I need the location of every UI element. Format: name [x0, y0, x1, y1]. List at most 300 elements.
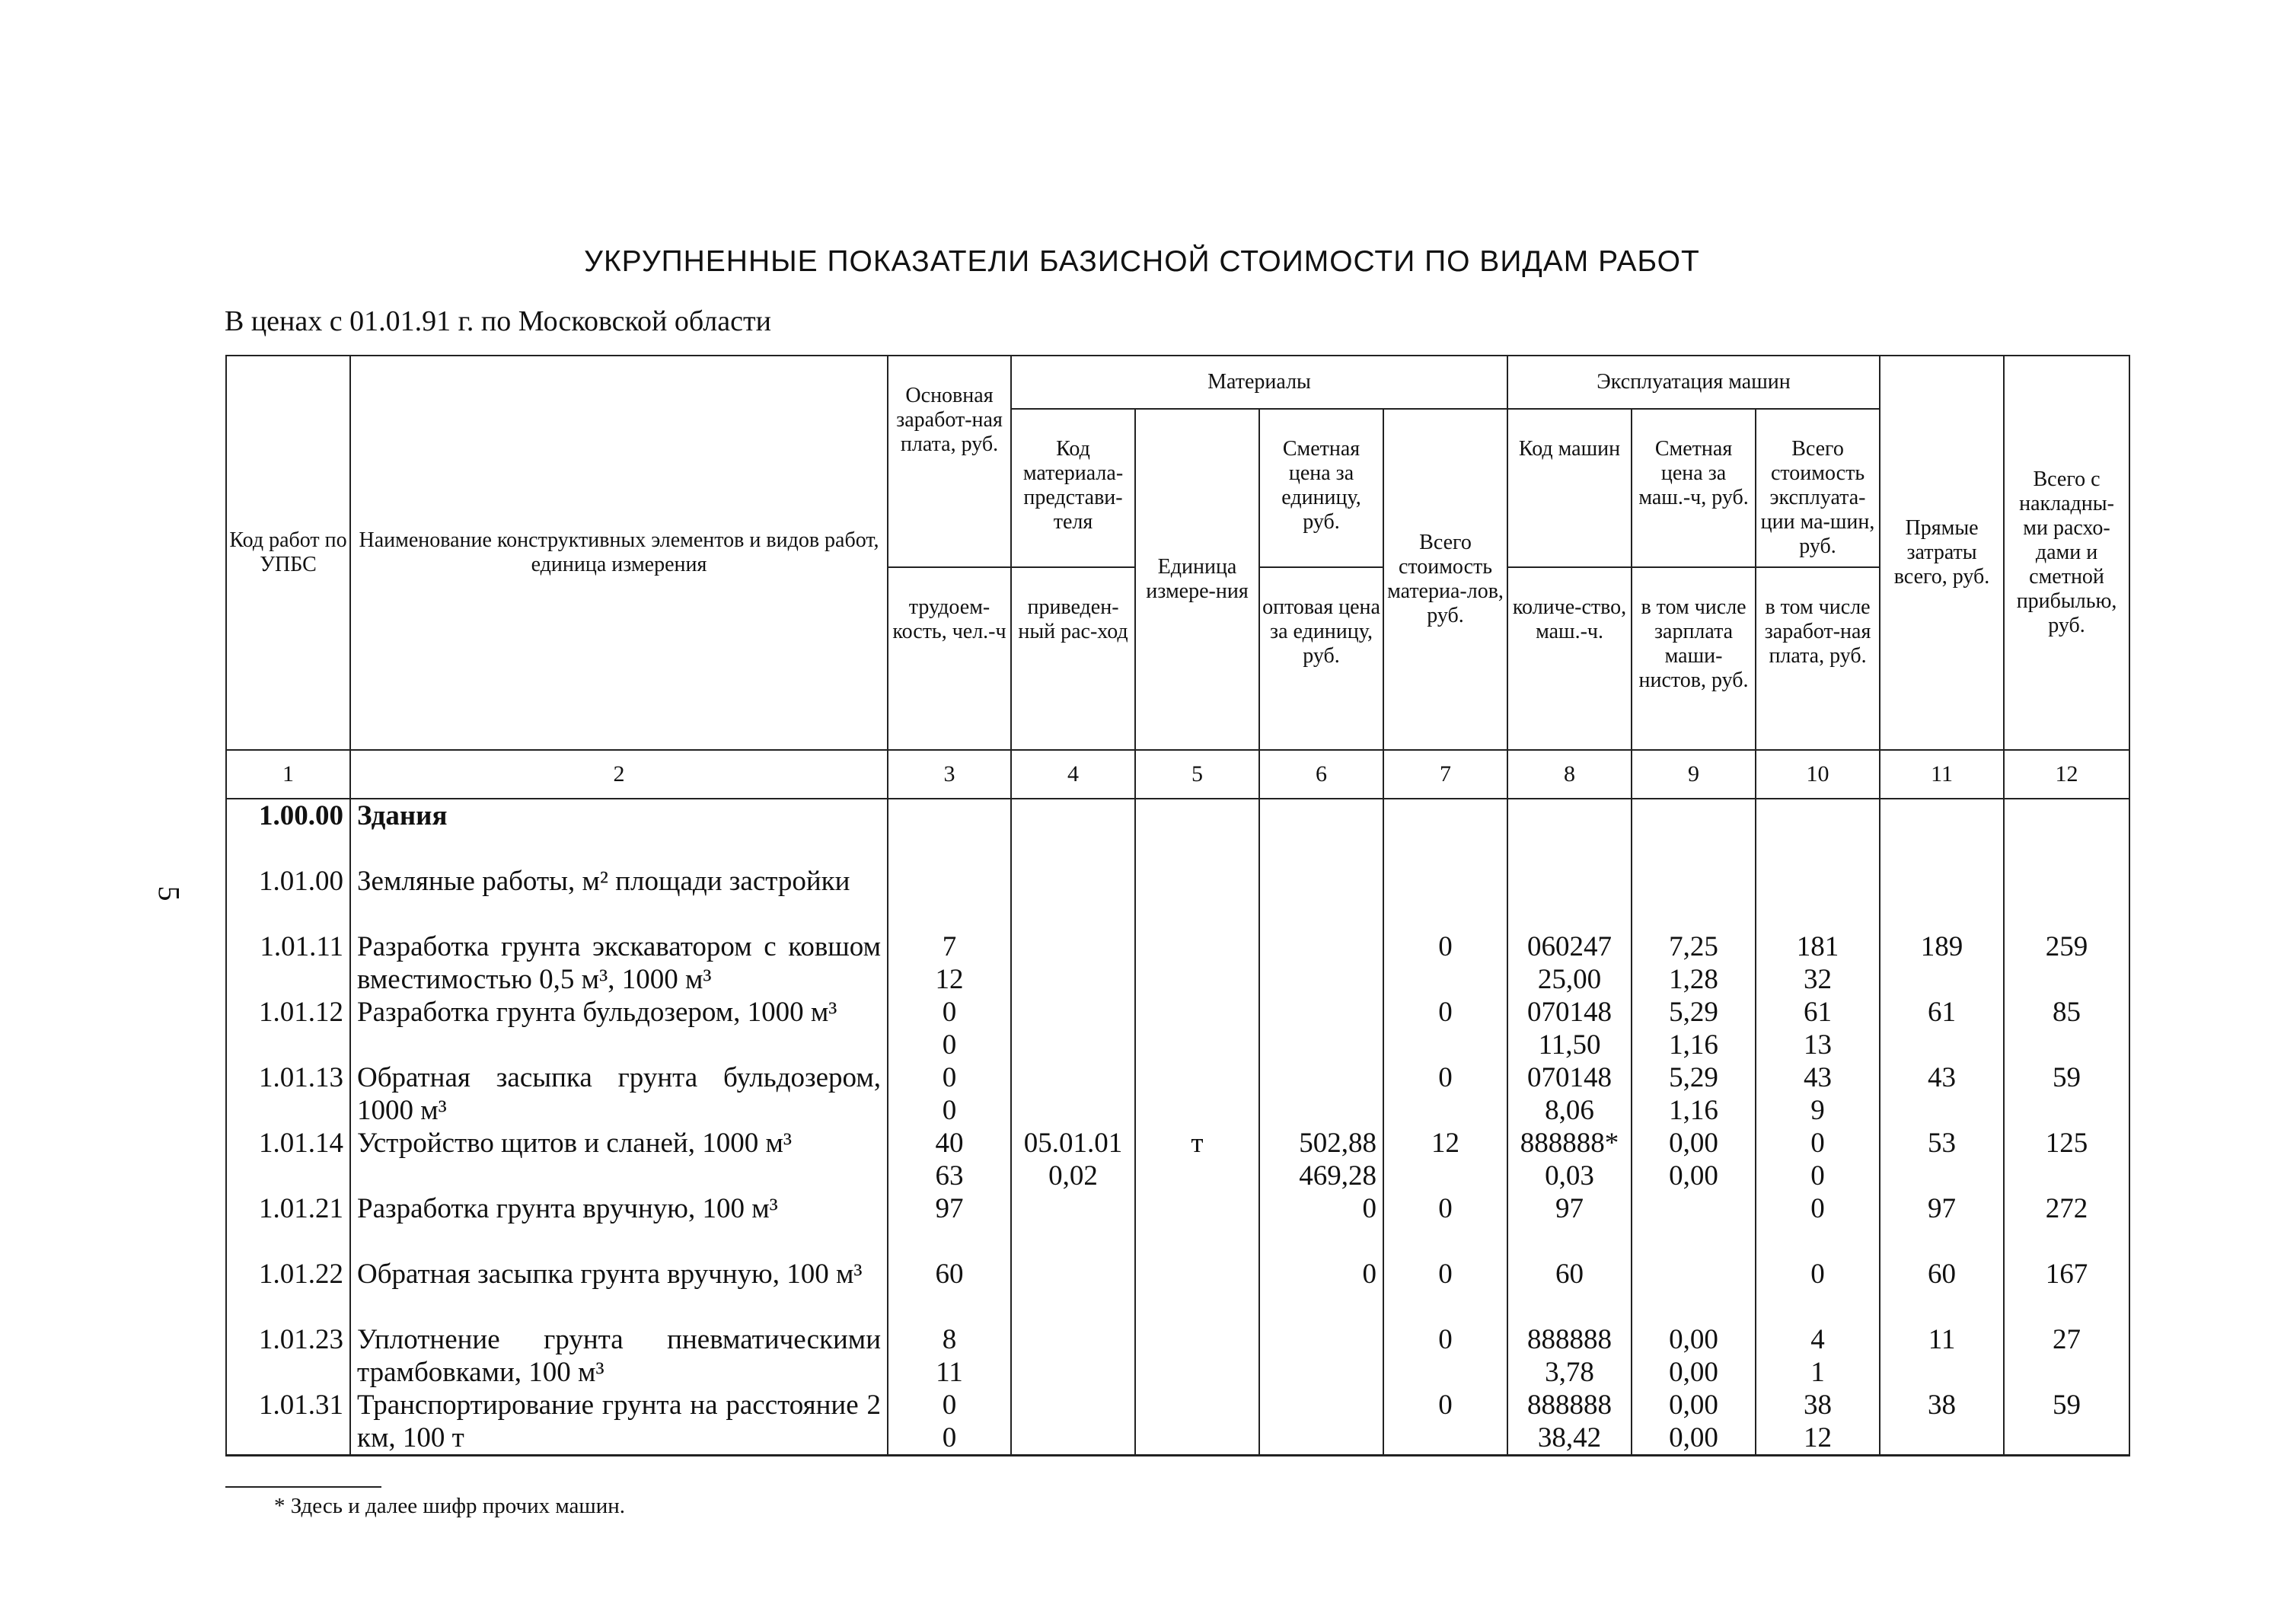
cell-mach-total-wage [1762, 832, 1873, 865]
cell-mach-price [1632, 1389, 1756, 1456]
cell-salary [888, 1258, 1011, 1323]
cell-unit: т [1191, 1128, 1204, 1159]
cell-mach-qty [1514, 1225, 1625, 1258]
cell-labor: 12 [935, 964, 964, 995]
cell-mat-total [1383, 930, 1507, 996]
cell-mach-total: 0 [1810, 1193, 1825, 1224]
cell-est-price [1266, 1389, 1376, 1421]
header-mach-total: Всего стоимость эксплуата-ции ма-шин, руб. [1756, 409, 1880, 567]
cell-mach-price [1638, 1192, 1749, 1225]
cell-wholesale-price [1266, 1029, 1376, 1061]
header-total: Всего с накладны-ми расхо-дами и сметной прибылью, руб. [2004, 356, 2129, 750]
cell-labor: 0 [942, 1422, 957, 1453]
cell-est-price [1259, 1192, 1383, 1258]
header-unit: Единица измере-ния [1135, 409, 1259, 750]
cell-mach-total-wage [1762, 1225, 1873, 1258]
cell-mach-total [1756, 1061, 1880, 1127]
cell-mach-code [1507, 1127, 1632, 1192]
cell-direct [1880, 930, 2004, 996]
cell-code: 1.00.00 [259, 800, 343, 831]
cell-est-price [1259, 1389, 1383, 1456]
cell-mach-code [1507, 1323, 1632, 1389]
cell-mach-wage [1638, 898, 1749, 930]
cell-mach-price [1632, 1061, 1756, 1127]
cell-mat-total: 0 [1438, 1389, 1453, 1421]
cell-mat-reduced [1018, 898, 1128, 930]
cell-mach-code [1507, 930, 1632, 996]
header-direct: Прямые затраты всего, руб. [1880, 356, 2004, 750]
cell-name: Транспортирование грунта на расстояние 2 км, 100 т [357, 1389, 881, 1453]
header-mat-reduced: приведен-ный рас-ход [1011, 567, 1135, 750]
cell-name: Земляные работы, м² площади застройки [357, 866, 850, 897]
cell-mach-code [1507, 1389, 1632, 1456]
cell-unit [1142, 996, 1252, 1029]
cell-code: 1.01.00 [259, 866, 343, 897]
column-number: 8 [1507, 750, 1632, 799]
cell-unit [1135, 1323, 1259, 1389]
cell-est-price [1259, 1127, 1383, 1192]
cell-mat-total: 0 [1438, 1259, 1453, 1290]
cell-salary [888, 1192, 1011, 1258]
cell-name [350, 1389, 888, 1456]
cell-mach-wage: 1,28 [1669, 964, 1718, 995]
cell-mat-total [1390, 865, 1501, 898]
cell-mach-code [1514, 799, 1625, 832]
header-code: Код работ по УПБС [226, 356, 350, 750]
cell-wholesale-price [1266, 1421, 1376, 1454]
cell-mat-code [1018, 1258, 1128, 1291]
cell-mach-price [1632, 996, 1756, 1061]
cell-mat-reduced [1018, 1094, 1128, 1127]
cell-mach-price [1638, 865, 1749, 898]
cell-code [226, 865, 350, 930]
cell-est-price [1259, 1061, 1383, 1127]
cell-mat-total: 0 [1438, 1062, 1453, 1093]
cell-name [350, 996, 888, 1061]
cell-mat-code [1018, 799, 1128, 832]
column-number: 2 [350, 750, 888, 799]
cell-salary: 0 [942, 1389, 957, 1421]
cell-salary [888, 865, 1011, 930]
cell-mach-wage [1638, 1291, 1749, 1323]
cell-mat-code [1011, 996, 1135, 1061]
cell-mach-total [1762, 865, 1873, 898]
cell-mat-reduced [1018, 1356, 1128, 1389]
cell-mach-qty [1514, 832, 1625, 865]
cell-mach-code: 888888 [1527, 1324, 1613, 1355]
cell-mat-code [1011, 865, 1135, 930]
cell-mach-code: 60 [1555, 1259, 1584, 1290]
cell-wholesale-price [1266, 1094, 1376, 1127]
cell-mat-code [1011, 930, 1135, 996]
cell-mach-code [1507, 799, 1632, 865]
cell-mat-code [1011, 1323, 1135, 1389]
cell-mat-code [1011, 1061, 1135, 1127]
cell-mach-code [1507, 996, 1632, 1061]
cell-mach-price [1638, 799, 1749, 832]
cell-direct [1880, 1192, 2004, 1258]
cell-direct [1887, 799, 1997, 832]
cell-name [350, 1258, 888, 1323]
cell-mach-price [1632, 1192, 1756, 1258]
cell-mach-code: 888888 [1527, 1389, 1613, 1421]
cell-mat-reduced [1018, 1291, 1128, 1323]
cell-name [350, 1127, 888, 1192]
column-number: 10 [1756, 750, 1880, 799]
cell-mach-code: 888888* [1520, 1128, 1619, 1159]
cell-labor [895, 1225, 1004, 1258]
table-row [226, 865, 2129, 930]
column-number: 3 [888, 750, 1011, 799]
header-mat-total: Всего стоимость материа-лов, руб. [1383, 409, 1507, 750]
cell-total [2004, 996, 2129, 1061]
cell-mat-code [1018, 1192, 1128, 1225]
cell-labor: 11 [936, 1357, 963, 1388]
header-est-price: Сметная цена за единицу, руб. [1259, 409, 1383, 567]
header-mach-code: Код машин [1507, 409, 1632, 567]
cell-code [226, 1258, 350, 1323]
cell-mat-total [1383, 1127, 1507, 1192]
cell-wholesale-price [1266, 1291, 1376, 1323]
cell-total [2004, 799, 2129, 865]
cell-mach-wage: 0,00 [1669, 1422, 1718, 1453]
cell-mach-price: 5,29 [1669, 1062, 1718, 1093]
cell-mach-total: 4 [1810, 1324, 1825, 1355]
cell-est-price [1266, 799, 1376, 832]
cell-mach-price: 0,00 [1669, 1389, 1718, 1421]
cell-labor [895, 832, 1004, 865]
cell-total [2011, 865, 2123, 898]
column-number: 4 [1011, 750, 1135, 799]
cell-mach-wage: 1,16 [1669, 1029, 1718, 1061]
cell-code [226, 930, 350, 996]
cell-est-price [1259, 930, 1383, 996]
cell-direct [1880, 1258, 2004, 1323]
cell-mach-price [1632, 865, 1756, 930]
cell-mat-total [1383, 1258, 1507, 1323]
cell-direct: 60 [1928, 1259, 1957, 1290]
cell-code: 1.01.31 [259, 1389, 343, 1421]
cell-code: 1.01.14 [259, 1128, 343, 1159]
cell-unit [1142, 1258, 1252, 1291]
cell-mach-code [1507, 865, 1632, 930]
cell-salary [888, 930, 1011, 996]
cell-total: 59 [2053, 1062, 2081, 1093]
cell-unit [1135, 865, 1259, 930]
cell-mach-wage: 1,16 [1669, 1095, 1718, 1126]
cell-est-price [1259, 1258, 1383, 1323]
cell-direct [1880, 865, 2004, 930]
cell-salary [888, 996, 1011, 1061]
header-mach-qty: количе-ство, маш.-ч. [1507, 567, 1632, 750]
table-row [226, 1061, 2129, 1127]
cell-direct: 97 [1928, 1193, 1957, 1224]
cell-mat-total: 0 [1438, 1193, 1453, 1224]
cell-total: 59 [2053, 1389, 2081, 1421]
cell-name [350, 1192, 888, 1258]
cell-total: 27 [2053, 1324, 2081, 1355]
page-title: УКРУПНЕННЫЕ ПОКАЗАТЕЛИ БАЗИСНОЙ СТОИМОСТИ ПО ВИДАМ РАБОТ [584, 245, 1700, 278]
cell-name: Обратная засыпка грунта бульдозером, 1000 м³ [357, 1062, 881, 1126]
cell-salary: 97 [935, 1193, 964, 1224]
cell-code [226, 799, 350, 865]
table-row [226, 996, 2129, 1061]
cell-mach-qty: 11,50 [1538, 1029, 1601, 1061]
cell-salary [888, 1389, 1011, 1456]
cell-labor [895, 1291, 1004, 1323]
cell-total [2004, 1192, 2129, 1258]
cell-mat-code [1018, 930, 1128, 963]
cell-mach-total-wage [1762, 898, 1873, 930]
cell-mach-code: 97 [1555, 1193, 1584, 1224]
cell-mat-reduced [1018, 832, 1128, 865]
cell-salary: 0 [942, 1062, 957, 1093]
cell-salary: 40 [935, 1128, 964, 1159]
cell-labor [895, 898, 1004, 930]
cell-mat-code [1011, 799, 1135, 865]
cell-mach-price [1632, 799, 1756, 865]
cell-labor: 63 [935, 1160, 964, 1192]
cell-code [226, 1389, 350, 1456]
cell-mat-reduced [1018, 1421, 1128, 1454]
cell-est-price: 0 [1362, 1193, 1376, 1224]
cell-mach-total-wage: 32 [1804, 964, 1833, 995]
cell-name: Обратная засыпка грунта вручную, 100 м³ [357, 1259, 863, 1290]
cell-mach-qty: 3,78 [1545, 1357, 1594, 1388]
cell-mach-qty: 38,42 [1537, 1422, 1602, 1453]
cell-name: Уплотнение грунта пневматическими трамбовками, 100 м³ [357, 1324, 881, 1388]
cell-mach-total-wage: 12 [1804, 1422, 1833, 1453]
cell-mat-reduced [1018, 1029, 1128, 1061]
column-number: 9 [1632, 750, 1756, 799]
cell-mach-total-wage: 0 [1810, 1160, 1825, 1192]
cell-mach-wage [1638, 832, 1749, 865]
cell-est-price [1259, 996, 1383, 1061]
cell-est-price [1266, 1061, 1376, 1094]
cell-mat-total [1383, 865, 1507, 930]
cell-est-price: 502,88 [1299, 1128, 1376, 1159]
cell-mach-total: 43 [1804, 1062, 1833, 1093]
cell-direct [1880, 1389, 2004, 1456]
cell-salary: 8 [942, 1324, 957, 1355]
cell-direct [1880, 1061, 2004, 1127]
cell-direct: 61 [1928, 997, 1957, 1028]
cell-mat-total [1383, 1192, 1507, 1258]
header-mach-price: Сметная цена за маш.-ч, руб. [1632, 409, 1756, 567]
cell-mat-total [1383, 799, 1507, 865]
cell-name [350, 865, 888, 930]
cell-unit [1135, 1127, 1259, 1192]
cell-code [226, 996, 350, 1061]
cell-name [350, 1061, 888, 1127]
cell-code: 1.01.22 [259, 1259, 343, 1290]
cell-code [226, 1127, 350, 1192]
cell-wholesale-price [1266, 963, 1376, 996]
cell-mach-total-wage: 1 [1810, 1357, 1825, 1388]
cell-code [226, 1061, 350, 1127]
cell-unit [1142, 930, 1252, 963]
cell-mat-total: 12 [1431, 1128, 1460, 1159]
cell-total [2004, 1323, 2129, 1389]
cell-mach-total: 0 [1810, 1128, 1825, 1159]
cell-direct: 11 [1928, 1324, 1956, 1355]
header-wholesale-price: оптовая цена за единицу, руб. [1259, 567, 1383, 750]
cell-mach-code [1514, 865, 1625, 898]
cell-mach-qty: 0,03 [1545, 1160, 1594, 1192]
cell-salary [888, 799, 1011, 865]
cell-mach-total [1756, 865, 1880, 930]
cell-mach-qty: 25,00 [1537, 964, 1602, 995]
cell-mat-code [1018, 996, 1128, 1029]
cell-mat-code [1018, 1323, 1128, 1356]
cell-mach-price [1632, 930, 1756, 996]
cell-unit [1135, 1192, 1259, 1258]
cell-mat-code [1018, 1061, 1128, 1094]
cell-mat-reduced [1018, 963, 1128, 996]
cell-mach-total [1756, 1323, 1880, 1389]
cell-mach-total: 38 [1804, 1389, 1833, 1421]
cell-salary [888, 1127, 1011, 1192]
cell-salary [888, 1061, 1011, 1127]
cell-code [226, 1192, 350, 1258]
cell-est-price [1266, 1323, 1376, 1356]
cell-salary: 60 [935, 1259, 964, 1290]
cell-mach-code: 070148 [1527, 997, 1613, 1028]
footnote: * Здесь и далее шифр прочих машин. [274, 1494, 626, 1518]
cell-name: Устройство щитов и сланей, 1000 м³ [357, 1128, 792, 1159]
column-number: 5 [1135, 750, 1259, 799]
cell-salary [895, 799, 1004, 832]
cell-mat-code [1018, 1389, 1128, 1421]
cell-unit [1142, 1323, 1252, 1356]
cell-total [2004, 930, 2129, 996]
cell-total: 272 [2045, 1193, 2088, 1224]
cell-direct [1887, 865, 1997, 898]
column-number: 12 [2004, 750, 2129, 799]
cell-name [350, 799, 888, 865]
column-number: 7 [1383, 750, 1507, 799]
cell-wholesale-price: 469,28 [1299, 1160, 1376, 1192]
cell-mat-code [1011, 1389, 1135, 1456]
cell-mat-reduced [1018, 1225, 1128, 1258]
cell-labor: 0 [942, 1029, 957, 1061]
cell-unit [1135, 930, 1259, 996]
cell-unit [1142, 1389, 1252, 1421]
header-machines-group: Эксплуатация машин [1507, 356, 1880, 409]
cell-total: 167 [2045, 1259, 2088, 1290]
cell-mach-total-wage [1762, 1291, 1873, 1323]
cell-direct: 53 [1928, 1128, 1957, 1159]
cell-name: Разработка грунта вручную, 100 м³ [357, 1193, 778, 1224]
cell-mach-total [1756, 1258, 1880, 1323]
cell-mach-total [1756, 996, 1880, 1061]
table-row [226, 930, 2129, 996]
cell-unit [1135, 1389, 1259, 1456]
cell-mach-total-wage: 13 [1804, 1029, 1833, 1061]
header-mach-wage: в том числе зарплата маши-нистов, руб. [1632, 567, 1756, 750]
cell-mach-total [1756, 1192, 1880, 1258]
cell-total [2004, 1127, 2129, 1192]
cell-direct [1880, 1323, 2004, 1389]
cell-code: 1.01.12 [259, 997, 343, 1028]
cell-mach-code [1507, 1192, 1632, 1258]
cell-unit [1142, 1061, 1252, 1094]
cell-direct: 38 [1928, 1389, 1957, 1421]
cell-mach-qty: 8,06 [1545, 1095, 1594, 1126]
cell-code [226, 1323, 350, 1389]
cell-total: 259 [2045, 931, 2088, 962]
cell-mach-price: 0,00 [1669, 1324, 1718, 1355]
cell-mat-total: 0 [1438, 931, 1453, 962]
cell-mach-total [1756, 799, 1880, 865]
cell-code: 1.01.21 [259, 1193, 343, 1224]
cell-mach-code: 070148 [1527, 1062, 1613, 1093]
cell-mach-total [1762, 799, 1873, 832]
cell-mat-code [1011, 1258, 1135, 1323]
cell-unit [1142, 799, 1252, 832]
table-row [226, 1127, 2129, 1192]
cell-mach-total: 0 [1810, 1259, 1825, 1290]
cell-mach-qty [1514, 1291, 1625, 1323]
page-number: 5 [152, 885, 187, 901]
header-labor: трудоем-кость, чел.-ч [888, 567, 1011, 750]
cell-mat-reduced: 0,02 [1048, 1160, 1098, 1192]
cell-code: 1.01.23 [259, 1324, 343, 1355]
cell-unit [1135, 996, 1259, 1061]
column-number: 6 [1259, 750, 1383, 799]
footnote-rule [225, 1486, 381, 1488]
cell-direct: 43 [1928, 1062, 1957, 1093]
cell-code: 1.01.13 [259, 1062, 343, 1093]
cell-unit [1142, 865, 1252, 898]
header-materials-group: Материалы [1011, 356, 1507, 409]
cell-wholesale-price [1266, 898, 1376, 930]
cell-mach-price: 7,25 [1669, 931, 1718, 962]
cell-labor: 0 [942, 1095, 957, 1126]
cell-name: Здания [357, 800, 448, 831]
cell-mat-total: 0 [1438, 997, 1453, 1028]
cell-unit [1135, 1061, 1259, 1127]
cell-wholesale-price [1266, 1225, 1376, 1258]
cell-mach-code [1507, 1061, 1632, 1127]
header-mach-total-wage: в том числе заработ-ная плата, руб. [1756, 567, 1880, 750]
cell-name [350, 1323, 888, 1389]
cell-direct [1880, 1127, 2004, 1192]
cell-mat-total [1383, 1323, 1507, 1389]
cell-est-price [1259, 799, 1383, 865]
table-row [226, 1323, 2129, 1389]
cell-salary: 7 [942, 931, 957, 962]
cell-mat-code [1011, 1192, 1135, 1258]
cell-mach-code: 060247 [1527, 931, 1613, 962]
cell-mach-price [1638, 1258, 1749, 1291]
cell-est-price: 0 [1362, 1259, 1376, 1290]
cell-name [350, 930, 888, 996]
table-row [226, 1389, 2129, 1456]
cell-mat-total [1383, 1061, 1507, 1127]
cell-total [2004, 865, 2129, 930]
table-row [226, 1258, 2129, 1323]
cell-mach-wage: 0,00 [1669, 1357, 1718, 1388]
column-number: 11 [1880, 750, 2004, 799]
cell-name: Разработка грунта бульдозером, 1000 м³ [357, 997, 837, 1028]
cell-mach-qty [1514, 898, 1625, 930]
cell-mach-total: 181 [1796, 931, 1839, 962]
cell-est-price [1266, 865, 1376, 898]
cell-unit [1142, 1192, 1252, 1225]
table-row [226, 1192, 2129, 1258]
cell-mat-code [1011, 1127, 1135, 1192]
